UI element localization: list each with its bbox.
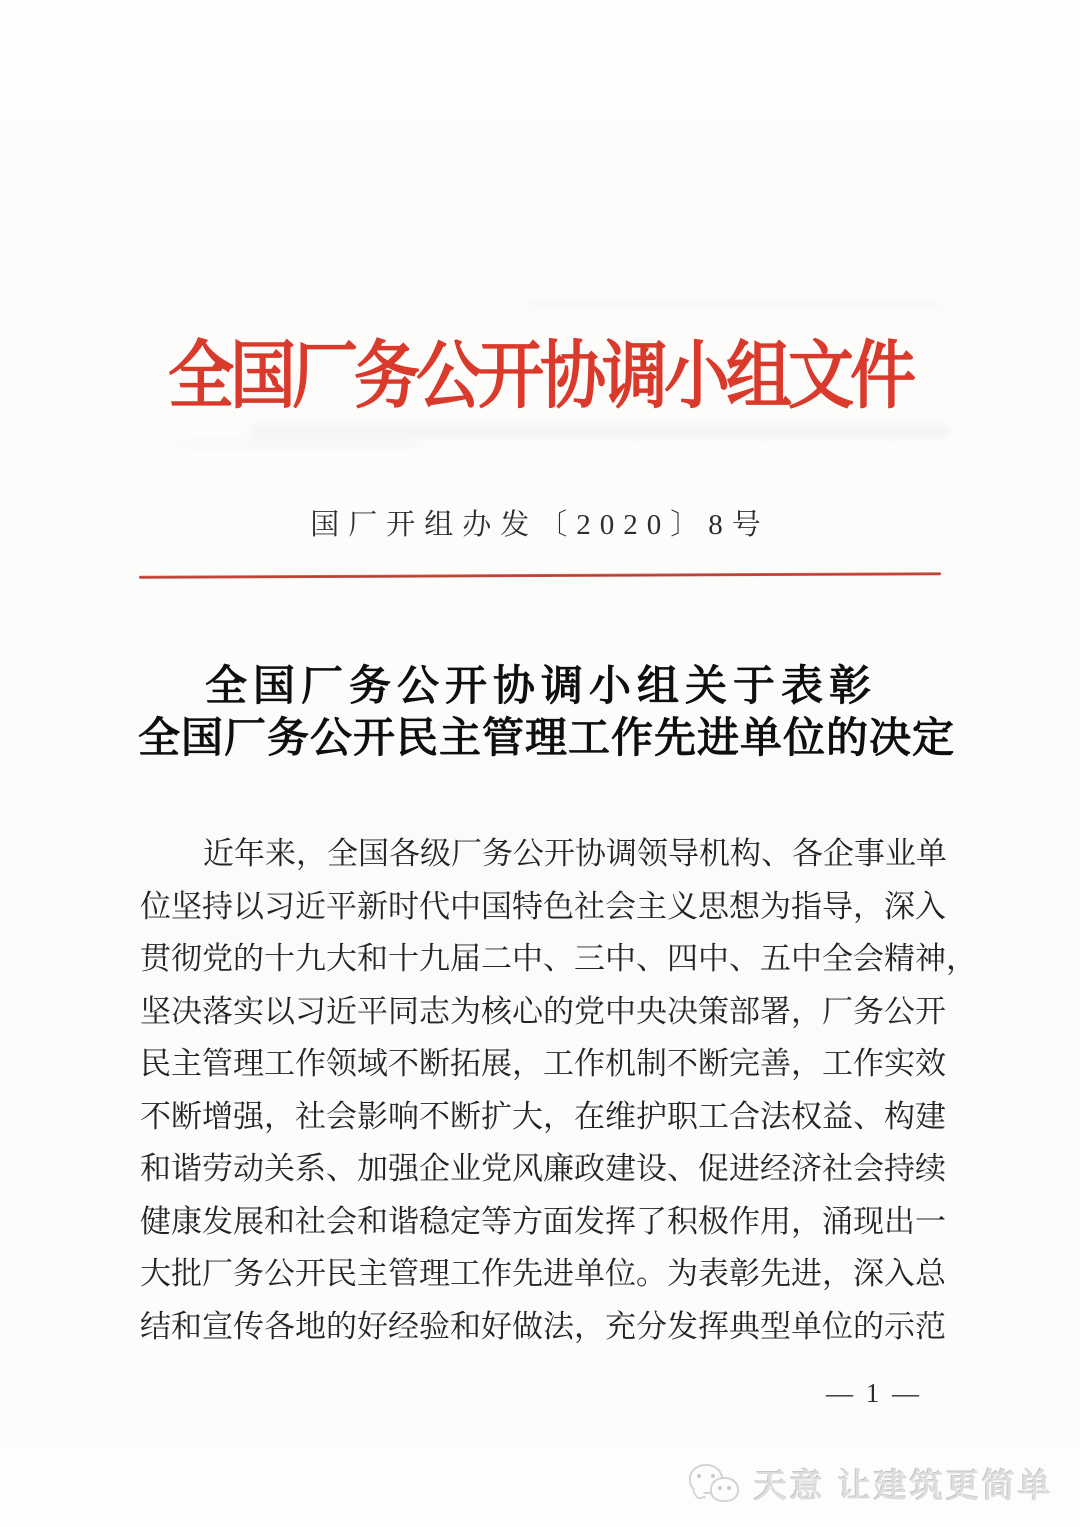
watermark-text: 天意 让建筑更简单: [753, 1467, 1054, 1504]
body-line: 贯彻党的十九大和十九届二中、三中、四中、五中全会精神，: [140, 941, 977, 976]
body-line: 和谐劳动关系、加强企业党风廉政建设、促进经济社会持续: [140, 1151, 946, 1186]
body-line: 结和宣传各地的好经验和好做法，充分发挥典型单位的示范: [140, 1308, 946, 1344]
document-title-line-1: 全国厂务公开协调小组关于表彰: [204, 664, 877, 710]
body-line: 近年来，全国各级厂务公开协调领导机构、各企事业单: [203, 836, 947, 871]
document-body: [140, 828, 977, 1353]
wechat-icon: [686, 1461, 742, 1507]
chat-bubble-small: [710, 1477, 739, 1502]
body-line: 坚决落实以习近平同志为核心的党中央决策部署，厂务公开: [140, 993, 946, 1029]
document-title: [138, 661, 956, 765]
page-number: — 1 —: [826, 1378, 922, 1408]
body-line: 不断增强，社会影响不断扩大，在维护职工合法权益、构建: [140, 1098, 946, 1134]
document-number: 国厂开组办发〔2020〕8号: [310, 509, 770, 541]
document-letterhead: 全国厂务公开协调小组文件: [168, 331, 912, 420]
scan-bleedthrough-artifact: [180, 440, 420, 448]
body-line: 健康发展和社会和谐稳定等方面发挥了积极作用，涌现出一: [140, 1203, 946, 1239]
scan-bleedthrough-artifact: [530, 300, 940, 309]
body-line: 位坚持以习近平新时代中国特色社会主义思想为指导，深入: [140, 888, 946, 924]
body-line: 民主管理工作领域不断拓展，工作机制不断完善，工作实效: [140, 1046, 946, 1081]
document-title-line-2: 全国厂务公开民主管理工作先进单位的决定: [138, 716, 956, 762]
red-separator-line: [139, 572, 941, 578]
publisher-watermark: [686, 1460, 1054, 1507]
body-line: 大批厂务公开民主管理工作先进单位。为表彰先进，深入总: [140, 1256, 946, 1291]
scan-bleedthrough-artifact: [250, 424, 950, 438]
